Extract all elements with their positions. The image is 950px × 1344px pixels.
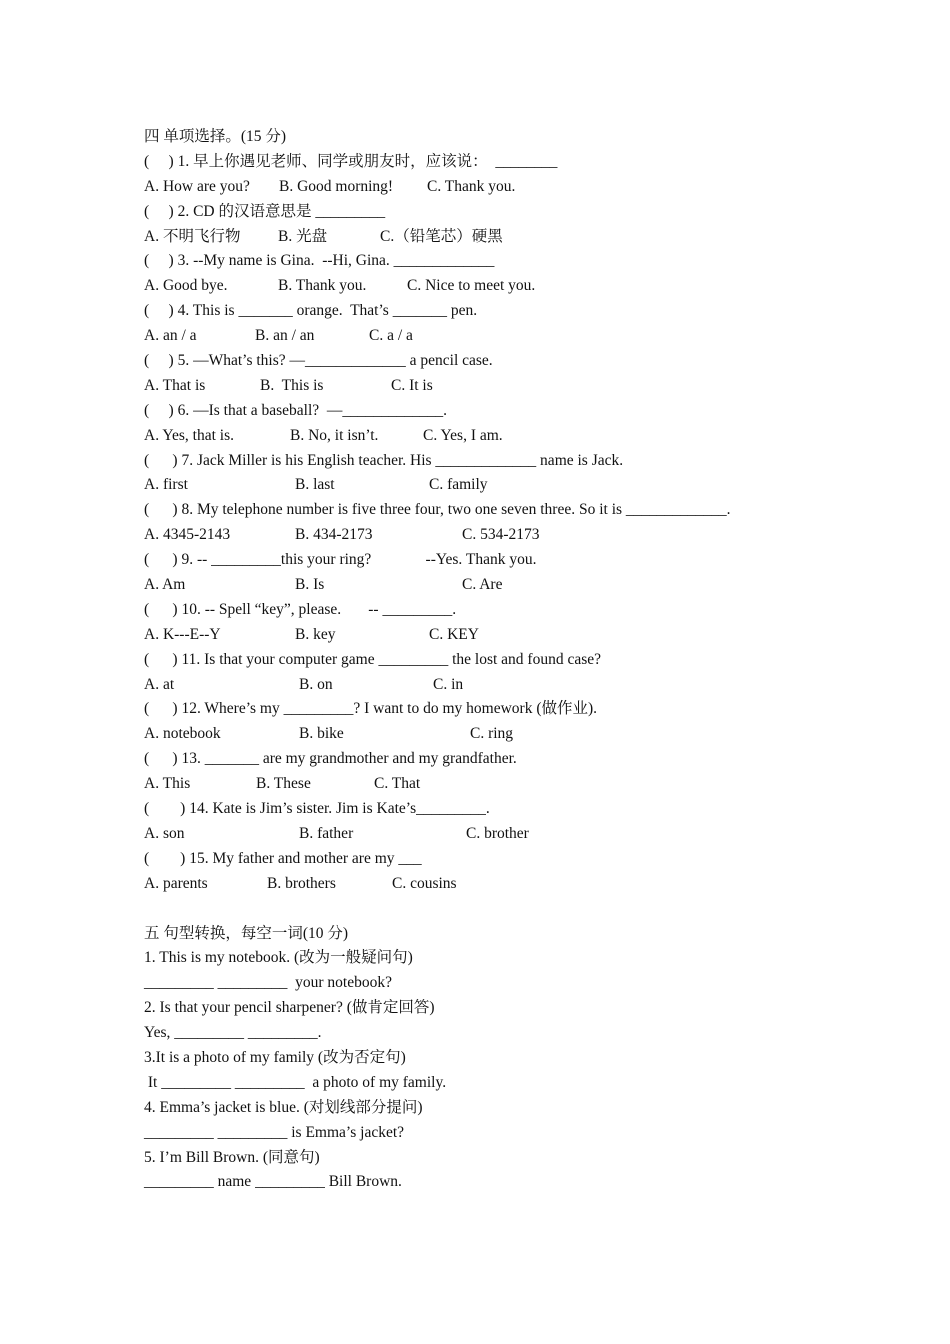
question-options — [144, 374, 844, 399]
question-options — [144, 772, 844, 797]
question-stem: ( ) 5. —What’s this? —_____________ a pencil case. — [144, 352, 493, 370]
section-4-heading: 四 单项选择。(15 分) — [144, 128, 287, 145]
question-stem: ( ) 10. -- Spell “key”, please. -- _________. — [144, 600, 457, 618]
option-b: B. 光盘 — [278, 227, 328, 245]
option-b: B. key — [295, 625, 336, 643]
option-a: A. Yes, that is. — [144, 426, 235, 444]
option-c: C. That — [374, 775, 421, 793]
option-b: B. No, it isn’t. — [290, 426, 379, 444]
worksheet-page — [144, 125, 844, 1195]
option-a: A. Am — [144, 576, 186, 594]
question-stem: ( ) 7. Jack Miller is his English teacher. His _____________ name is Jack. — [144, 451, 624, 469]
option-a: A. at — [144, 675, 175, 693]
option-a: A. K---E--Y — [144, 625, 221, 643]
question-stem: ( ) 15. My father and mother are my ___ — [144, 849, 422, 867]
option-c: C. KEY — [429, 625, 479, 643]
option-b: B. Is — [295, 576, 325, 594]
question-options — [144, 623, 844, 648]
option-b: B. Thank you. — [278, 277, 367, 295]
option-b: B. brothers — [267, 874, 336, 892]
question-stem: ( ) 1. 早上你遇见老师、同学或朋友时，应该说： ________ — [144, 152, 558, 170]
question-options — [144, 722, 844, 747]
section-spacer — [144, 897, 844, 922]
question-stem: ( ) 4. This is _______ orange. That’s _______ pen. — [144, 302, 478, 320]
question-stem: ( ) 2. CD 的汉语意思是 _________ — [144, 202, 386, 220]
option-a: A. notebook — [144, 725, 221, 743]
option-b: B. 434-2173 — [295, 526, 373, 544]
transform-answer: _________ _________ your notebook? — [144, 974, 392, 992]
option-c: C.（铅笔芯）硬黑 — [380, 227, 503, 245]
option-a: A. an / a — [144, 327, 197, 345]
question-options — [144, 872, 844, 897]
option-c: C. Thank you. — [427, 177, 516, 195]
option-c: C. brother — [466, 824, 529, 842]
question-options — [144, 175, 844, 200]
option-b: B. last — [295, 476, 335, 494]
option-c: C. Are — [462, 576, 503, 594]
option-a: A. 4345-2143 — [144, 526, 231, 544]
option-c: C. family — [429, 476, 488, 494]
option-b: B. an / an — [255, 327, 315, 345]
question-stem: ( ) 3. --My name is Gina. --Hi, Gina. _____________ — [144, 252, 495, 270]
option-b: B. bike — [299, 725, 344, 743]
transform-answer: Yes, _________ _________. — [144, 1024, 322, 1042]
option-c: C. Nice to meet you. — [407, 277, 536, 295]
option-c: C. 534-2173 — [462, 526, 540, 544]
transform-prompt: 5. I’m Bill Brown. (同意句) — [144, 1148, 320, 1166]
question-stem: ( ) 12. Where’s my _________? I want to do my homework (做作业). — [144, 700, 598, 718]
option-a: A. Good bye. — [144, 277, 228, 295]
question-stem: ( ) 8. My telephone number is five three four, two one seven three. So it is _____________. — [144, 501, 731, 519]
question-stem: ( ) 9. -- _________this your ring? --Yes. Thank you. — [144, 551, 537, 569]
option-b: B. father — [299, 824, 354, 842]
question-stem: ( ) 11. Is that your computer game _________ the lost and found case? — [144, 650, 601, 668]
option-c: C. Yes, I am. — [423, 426, 503, 444]
option-b: B. Good morning! — [279, 177, 394, 195]
option-a: A. That is — [144, 376, 206, 394]
option-a: A. parents — [144, 874, 208, 892]
option-c: C. It is — [391, 376, 433, 394]
question-options — [144, 822, 844, 847]
question-stem: ( ) 14. Kate is Jim’s sister. Jim is Kate’s_________. — [144, 800, 490, 818]
option-c: C. ring — [470, 725, 514, 743]
option-a: A. 不明飞行物 — [144, 227, 241, 245]
question-options — [144, 225, 844, 250]
transform-prompt: 1. This is my notebook. (改为一般疑问句) — [144, 949, 413, 967]
question-stem: ( ) 13. _______ are my grandmother and my grandfather. — [144, 750, 517, 768]
question-options — [144, 473, 844, 498]
question-options — [144, 673, 844, 698]
option-c: C. cousins — [392, 874, 457, 892]
option-a: A. This — [144, 775, 191, 793]
transform-prompt: 4. Emma’s jacket is blue. (对划线部分提问) — [144, 1098, 423, 1116]
question-stem: ( ) 6. —Is that a baseball? —_____________. — [144, 401, 448, 419]
transform-prompt: 2. Is that your pencil sharpener? (做肯定回答) — [144, 999, 435, 1017]
option-b: B. on — [299, 675, 333, 693]
transform-answer: _________ _________ is Emma’s jacket? — [144, 1123, 405, 1141]
question-options — [144, 573, 844, 598]
option-c: C. a / a — [369, 327, 413, 345]
question-options — [144, 274, 844, 299]
option-b: B. These — [256, 775, 311, 793]
option-a: A. How are you? — [144, 177, 250, 195]
question-options — [144, 424, 844, 449]
question-options — [144, 523, 844, 548]
transform-answer: It _________ _________ a photo of my family. — [144, 1073, 447, 1091]
option-a: A. first — [144, 476, 188, 494]
transform-answer: _________ name _________ Bill Brown. — [144, 1173, 402, 1191]
option-b: B. This is — [260, 376, 324, 394]
option-c: C. in — [433, 675, 464, 693]
option-a: A. son — [144, 824, 185, 842]
transform-prompt: 3.It is a photo of my family (改为否定句) — [144, 1048, 406, 1066]
section-5-heading: 五 句型转换，每空一词(10 分) — [144, 924, 349, 942]
question-options — [144, 324, 844, 349]
